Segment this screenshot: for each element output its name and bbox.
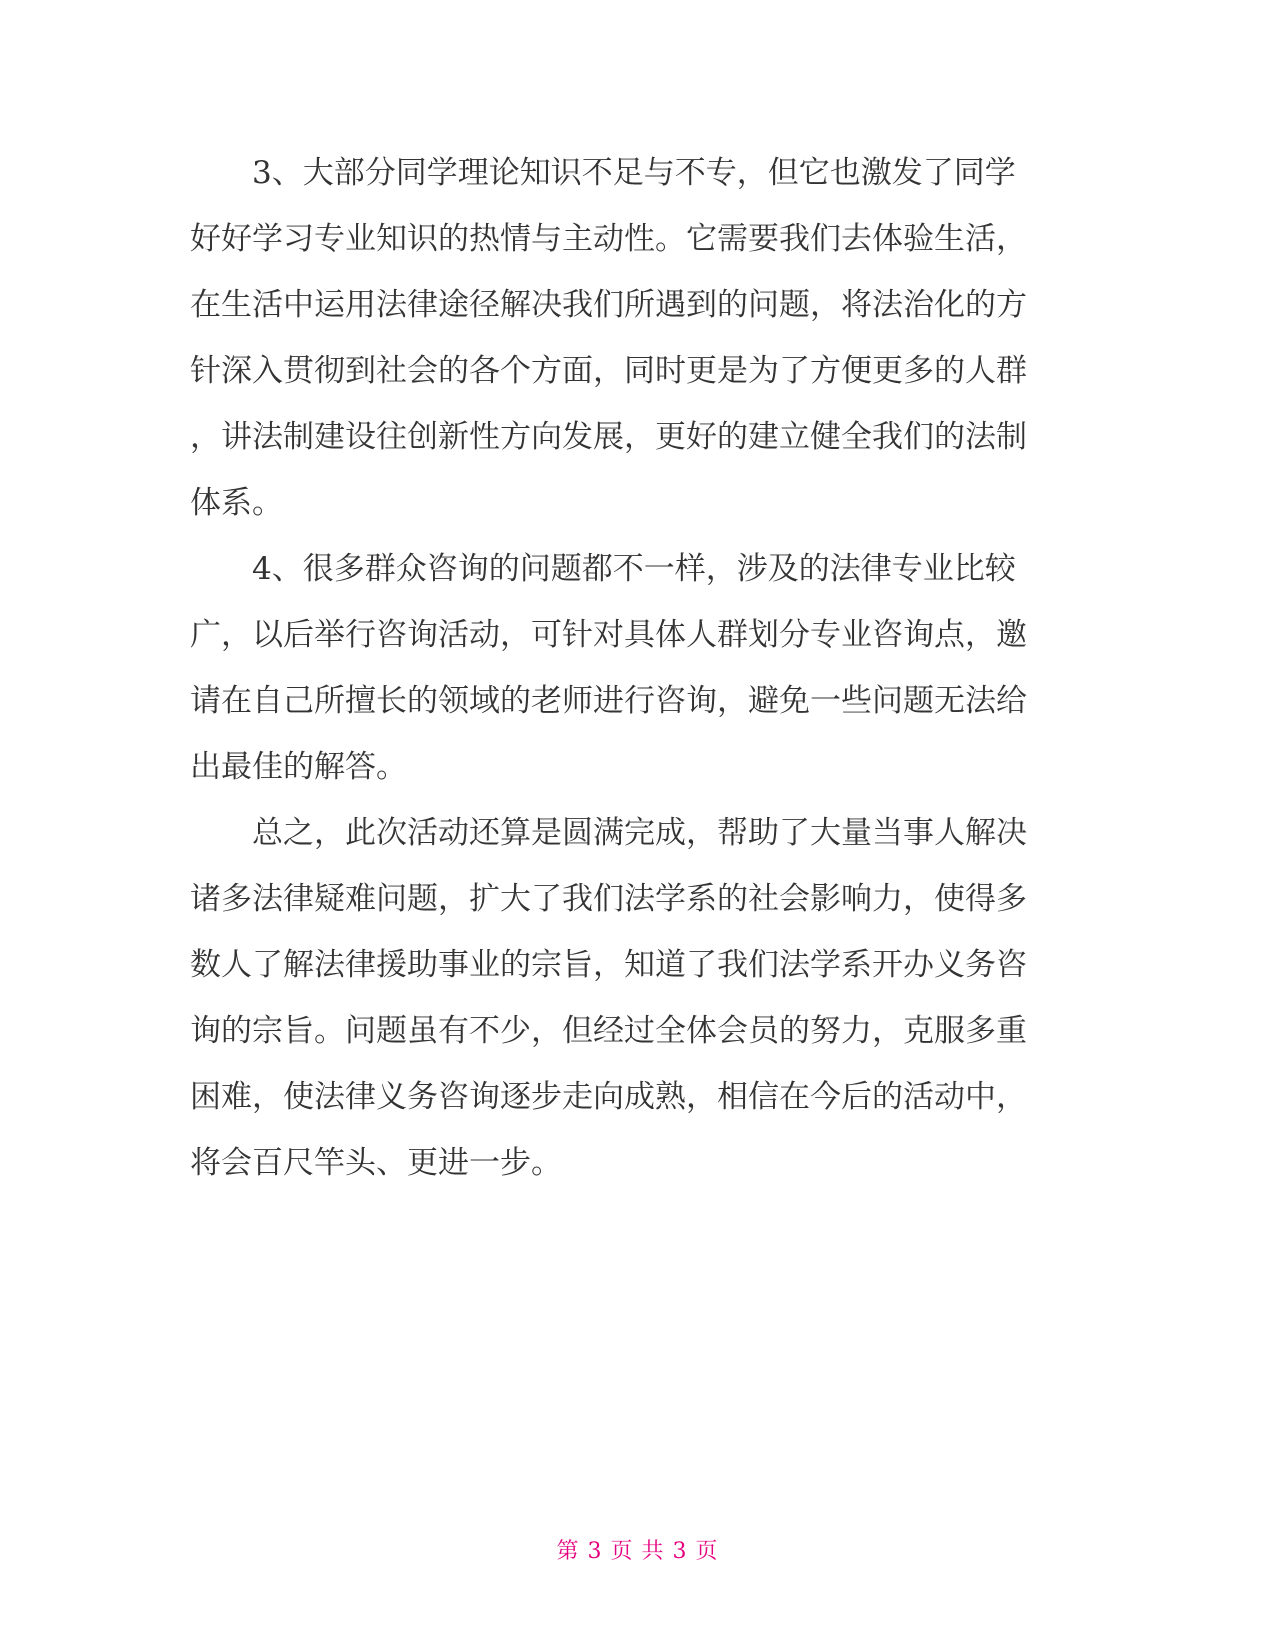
paragraph-4 xyxy=(190,536,1085,800)
paragraph-line: 诸多法律疑难问题，扩大了我们法学系的社会影响力，使得多 xyxy=(190,881,1027,917)
paragraph-line: 数人了解法律援助事业的宗旨，知道了我们法学系开办义务咨 xyxy=(190,947,1027,983)
page-footer xyxy=(0,1537,1275,1567)
paragraph-line: 针深入贯彻到社会的各个方面，同时更是为了方便更多的人群 xyxy=(190,353,1027,389)
paragraph-line: 体系。 xyxy=(190,485,283,521)
paragraph-line: 出最佳的解答。 xyxy=(190,749,407,785)
paragraph-line: 将会百尺竿头、更进一步。 xyxy=(190,1145,562,1181)
paragraph-line: 好好学习专业知识的热情与主动性。它需要我们去体验生活， xyxy=(190,221,1027,257)
paragraph-3 xyxy=(190,140,1085,536)
paragraph-line: 3、大部分同学理论知识不足与不专，但它也激发了同学 xyxy=(252,155,1016,191)
page-number-label: 第 3 页 共 3 页 xyxy=(556,1539,719,1564)
paragraph-line: ，讲法制建设往创新性方向发展，更好的建立健全我们的法制 xyxy=(190,419,1027,455)
paragraph-summary xyxy=(190,800,1085,1196)
paragraph-line: 4、很多群众咨询的问题都不一样，涉及的法律专业比较 xyxy=(252,551,1016,587)
paragraph-line: 困难，使法律义务咨询逐步走向成熟，相信在今后的活动中， xyxy=(190,1079,1027,1115)
paragraph-line: 总之，此次活动还算是圆满完成，帮助了大量当事人解决 xyxy=(252,815,1027,851)
paragraph-line: 请在自己所擅长的领域的老师进行咨询，避免一些问题无法给 xyxy=(190,683,1027,719)
paragraph-line: 询的宗旨。问题虽有不少，但经过全体会员的努力，克服多重 xyxy=(190,1013,1027,1049)
document-body xyxy=(190,140,1085,1196)
paragraph-line: 在生活中运用法律途径解决我们所遇到的问题，将法治化的方 xyxy=(190,287,1027,323)
paragraph-line: 广，以后举行咨询活动，可针对具体人群划分专业咨询点，邀 xyxy=(190,617,1027,653)
